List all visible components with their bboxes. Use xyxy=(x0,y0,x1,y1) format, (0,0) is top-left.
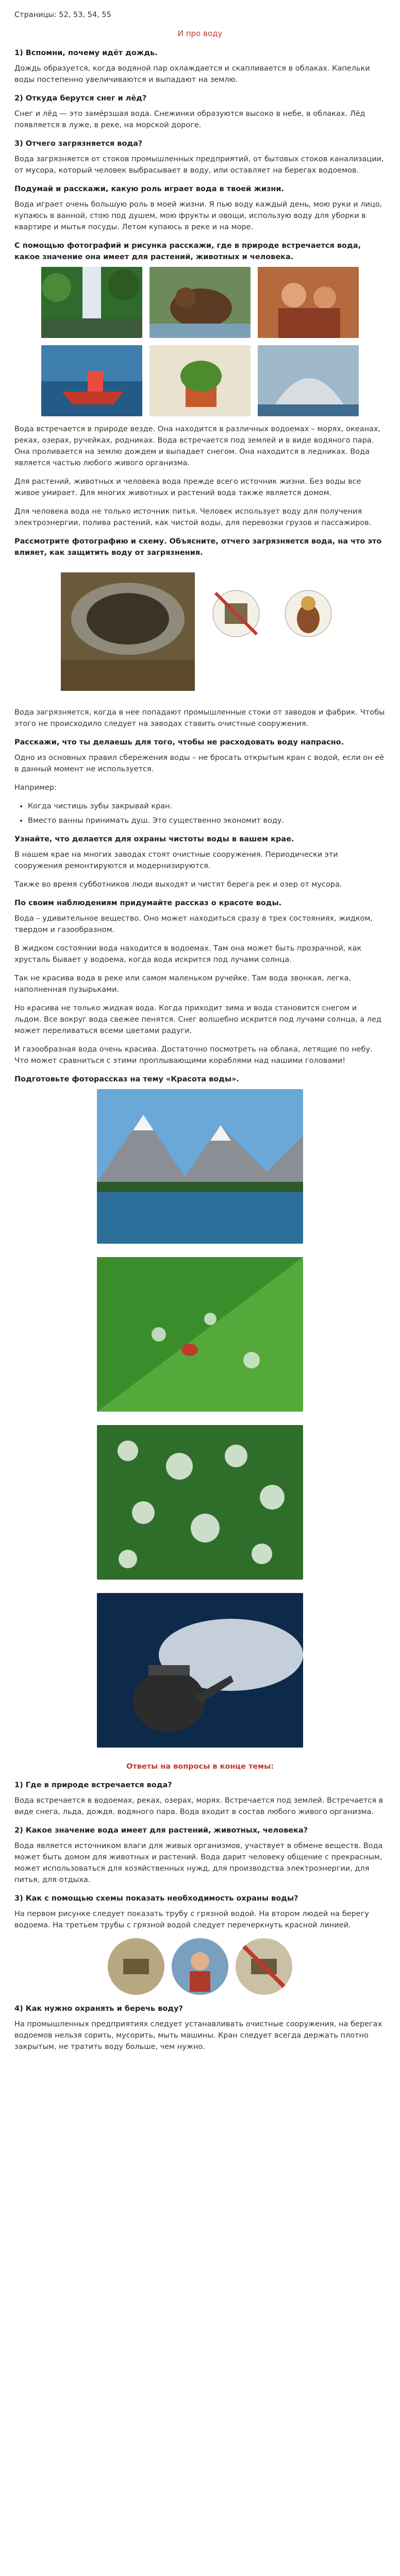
task-2-answer-2: Для растений, животных и человека вода прежде всего источник жизни. Без воды все живое умирает. Для многих животных и растений вода также является домом. xyxy=(14,478,361,497)
page-title: И про воду xyxy=(177,29,223,38)
photo-row-2 xyxy=(14,345,386,416)
answer-2: Снег и лёд — это замёрзшая вода. Снежинки образуются высоко в небе, в облаках. Лёд появляется в луже, в реке, на морской дороге. xyxy=(14,110,365,129)
waterfall-photo xyxy=(41,267,142,338)
final-question-2: 2) Какое значение вода имеет для растений, животных, человека? xyxy=(14,1826,308,1835)
list-item: • Когда чистишь зубы закрывай кран. xyxy=(28,801,386,812)
pollution-scheme xyxy=(14,565,386,699)
dirty-water-icon xyxy=(205,572,267,691)
final-answer-2: Вода является источником влаги для живых организмов, участвует в обмене веществ. Вода может быть домом для животных и растений. Вода дарит человеку общение с прекрасным, может использоваться для хозяйственных нужд, для производства электроэнергии, для питья, для отдыха. xyxy=(14,1842,383,1884)
task-1-answer: Вода играет очень большую роль в моей жизни. Я пью воду каждый день, мою руки и лицо, купаюсь в ванной, стою под душем, мою фрукты и овощи, использую воду для уборки в квартире и мытья посуды. Летом купаюсь в реке и на море. xyxy=(14,200,382,231)
otter-photo xyxy=(149,267,251,338)
question-3: 3) Отчего загрязняется вода? xyxy=(14,140,143,148)
kettle-steam-photo xyxy=(97,1593,303,1748)
task-5-answer-2: Также во время субботников люди выходят и чистят берега рек и озер от мусора. xyxy=(14,880,342,889)
sewage-pipe-photo xyxy=(61,572,195,691)
task-6-para-5: И газообразная вода очень красива. Достаточно посмотреть на облака, летящие по небу. Что может сравниться с этими проплывающими кораблями над нашими головами! xyxy=(14,1045,373,1065)
final-question-3: 3) Как с помощью схемы показать необходимость охраны воды? xyxy=(14,1894,298,1903)
final-answer-3: На первом рисунке следует показать трубу с грязной водой. На втором людей на берегу водоема. На третьем трубы с грязной водой следует перечеркнуть красной линией. xyxy=(14,1910,369,1929)
task-3-question: Рассмотрите фотографию и схему. Объясните, отчего загрязняется вода, на что это влияет, как защитить воду от загрязнения. xyxy=(14,537,382,557)
scheme-circles xyxy=(14,1938,386,1995)
plant-bucket-photo xyxy=(149,345,251,416)
final-answer-1: Вода встречается в водоемах, реках, озерах, морях. Встречается под землей. Встречается в виде снега, льда, дождя, водяного пара. Вода входит в состав любого живого организма. xyxy=(14,1797,384,1816)
task-2-answer-3: Для человека вода не только источник питья. Человек использует воду для получения электроэнергии, полива растений, как чистой воды, для перевозки грузов и пассажиров. xyxy=(14,507,372,527)
ladybug-leaf-photo xyxy=(97,1257,303,1412)
task-6-question: По своим наблюдениям придумайте рассказ о красоте воды. xyxy=(14,899,282,907)
task-5-answer-1: В нашем крае на многих заводах стоят очистные сооружения. Периодически эти сооружения ремонтируются и модернизируются. xyxy=(14,851,338,870)
answer-3: Вода загрязняется от стоков промышленных предприятий, от бытовых стоков канализации, от мусора, который человек выбрасывает в воду, или оставляет на берегах водоемов. xyxy=(14,155,384,175)
people-drinking-photo xyxy=(258,267,359,338)
crossed-pipe-icon xyxy=(236,1938,292,1995)
mountain-lake-photo xyxy=(97,1089,303,1244)
final-answer-4: На промышленных предприятиях следует устанавливать очистные сооружения, на берегах водоемов нельзя сорить, мусорить, мыть машины. Кран следует всегда держать плотно закрытым, не тратить воду больше, чем нужно. xyxy=(14,2020,382,2051)
task-4-example: Например: xyxy=(14,784,57,792)
pages-label: Страницы: 52, 53, 54, 55 xyxy=(14,11,111,19)
task-2-answer-1: Вода встречается в природе везде. Она находится в различных водоемах – морях, океанах, реках, озерах, ручейках, родниках. Вода встречается под землей и в виде водяного пара. Она проливается на землю дождем и выпадает снегом. Она находится в ледниках. Вода является частью любого живого организма. xyxy=(14,425,381,467)
answer-1: Дождь образуется, когда водяной пар охлаждается и скапливается в облаках. Капельки воды постепенно увеличиваются и выпадают на землю. xyxy=(14,64,370,84)
task-4-list xyxy=(28,801,386,826)
boat-photo xyxy=(41,345,142,416)
bird-icon xyxy=(277,572,339,691)
question-2: 2) Откуда берутся снег и лёд? xyxy=(14,94,147,103)
dam-photo xyxy=(258,345,359,416)
task-1-question: Подумай и расскажи, какую роль играет вода в твоей жизни. xyxy=(14,185,285,193)
task-4-answer: Одно из основных правил сбережения воды – не бросать открытым кран с водой, если он её в данный момент не используется. xyxy=(14,754,385,773)
task-7-question: Подготовьте фоторассказ на тему «Красота воды». xyxy=(14,1075,239,1083)
final-question-4: 4) Как нужно охранять и беречь воду? xyxy=(14,2005,183,2013)
task-6-para-3: Так не красива вода в реке или самом маленьком ручейке. Там вода звонкая, легка, наполненная пузырьками. xyxy=(14,974,352,994)
task-6-para-4: Но красива не только жидкая вода. Когда приходит зима и вода становится снегом и льдом. Все вокруг вода свежее пенятся. Снег волшебно искрится под лучами солнца, а лед может переливаться всеми цветами радуги. xyxy=(14,1004,381,1035)
list-item: • Вместо ванны принимать душ. Это существенно экономит воду. xyxy=(28,815,386,826)
dirty-pipe-icon xyxy=(108,1938,164,1995)
task-4-question: Расскажи, что ты делаешь для того, чтобы не расходовать воду напрасно. xyxy=(14,738,344,747)
answers-title: Ответы на вопросы в конце темы: xyxy=(126,1762,274,1771)
task-2-question: С помощью фотографий и рисунка расскажи, где в природе встречается вода, какое значение она имеет для растений, животных и человека. xyxy=(14,242,361,261)
water-drops-photo xyxy=(97,1425,303,1580)
task-6-para-1: Вода – удивительное вещество. Оно может находиться сразу в трех состояниях, жидком, твердом и газообразном. xyxy=(14,914,373,934)
question-1: 1) Вспомни, почему идёт дождь. xyxy=(14,49,158,57)
photo-row-1 xyxy=(14,267,386,338)
task-6-para-2: В жидком состоянии вода находится в водоемах. Там она может быть прозрачной, как хрусталь бывает у водоема, когда вода искрится под лучами солнца. xyxy=(14,944,362,964)
final-question-1: 1) Где в природе встречается вода? xyxy=(14,1781,172,1789)
people-at-water-icon xyxy=(172,1938,228,1995)
task-5-question: Узнайте, что делается для охраны чистоты воды в вашем крае. xyxy=(14,835,294,843)
task-3-answer: Вода загрязняется, когда в нее попадают промышленные стоки от заводов и фабрик. Чтобы этого не происходило следует на заводах ставить очистные сооружения. xyxy=(14,708,385,728)
